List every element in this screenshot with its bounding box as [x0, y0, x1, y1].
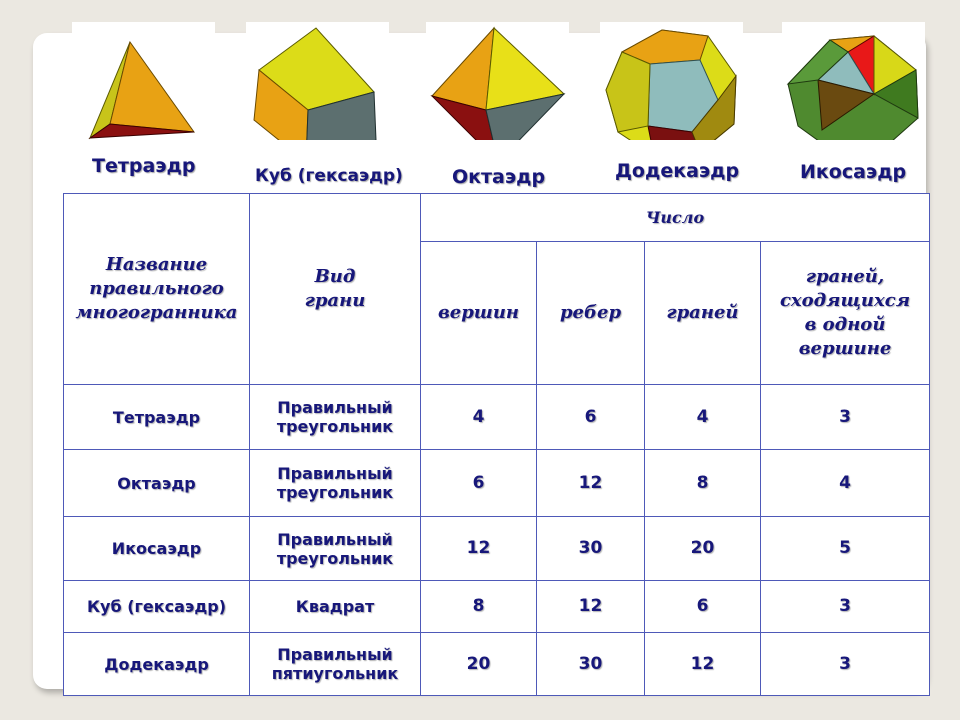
row-faces-at-vertex: 5	[761, 517, 930, 581]
row-face: Правильный треугольник	[250, 450, 421, 517]
row-name: Икосаэдр	[64, 517, 250, 581]
row-faces: 6	[645, 581, 761, 633]
table-row	[64, 385, 930, 450]
row-faces: 4	[645, 385, 761, 450]
row-faces: 12	[645, 633, 761, 696]
solid-label-icosahedron: Икосаэдр	[800, 161, 907, 183]
table-row	[64, 581, 930, 633]
row-edges: 30	[537, 633, 645, 696]
row-vertices: 20	[421, 633, 537, 696]
header-faces-at-vertex: граней, сходящихся в одной вершине	[761, 242, 930, 385]
header-faces: граней	[645, 242, 761, 385]
row-vertices: 12	[421, 517, 537, 581]
row-faces-at-vertex: 3	[761, 633, 930, 696]
row-face: Правильный треугольник	[250, 385, 421, 450]
header-edges: ребер	[537, 242, 645, 385]
header-row	[64, 194, 930, 242]
solid-label-dodecahedron: Додекаэдр	[615, 160, 740, 182]
row-name: Тетраэдр	[64, 385, 250, 450]
icosahedron-icon	[782, 22, 925, 140]
row-edges: 6	[537, 385, 645, 450]
header-number: Число	[421, 194, 930, 242]
table-row	[64, 450, 930, 517]
row-name: Куб (гексаэдр)	[64, 581, 250, 633]
header-face-type: Вид грани	[250, 194, 421, 385]
row-edges: 12	[537, 450, 645, 517]
row-name: Додекаэдр	[64, 633, 250, 696]
row-faces: 20	[645, 517, 761, 581]
tetrahedron-icon	[72, 22, 215, 140]
header-vertices: вершин	[421, 242, 537, 385]
cube-icon	[246, 22, 389, 140]
header-name: Название правильного многогранника	[64, 194, 250, 385]
row-vertices: 8	[421, 581, 537, 633]
dodecahedron-icon	[600, 22, 743, 140]
row-edges: 30	[537, 517, 645, 581]
row-faces: 8	[645, 450, 761, 517]
polyhedra-table	[63, 193, 930, 696]
row-edges: 12	[537, 581, 645, 633]
solid-label-octahedron: Октаэдр	[452, 166, 546, 188]
row-vertices: 6	[421, 450, 537, 517]
table-row	[64, 517, 930, 581]
row-face: Квадрат	[250, 581, 421, 633]
row-name: Октаэдр	[64, 450, 250, 517]
row-faces-at-vertex: 3	[761, 385, 930, 450]
row-face: Правильный пятиугольник	[250, 633, 421, 696]
row-faces-at-vertex: 3	[761, 581, 930, 633]
solid-label-tetrahedron: Тетраэдр	[92, 155, 196, 177]
solid-label-cube: Куб (гексаэдр)	[255, 166, 403, 186]
row-faces-at-vertex: 4	[761, 450, 930, 517]
table-row	[64, 633, 930, 696]
row-vertices: 4	[421, 385, 537, 450]
octahedron-icon	[426, 22, 569, 140]
row-face: Правильный треугольник	[250, 517, 421, 581]
